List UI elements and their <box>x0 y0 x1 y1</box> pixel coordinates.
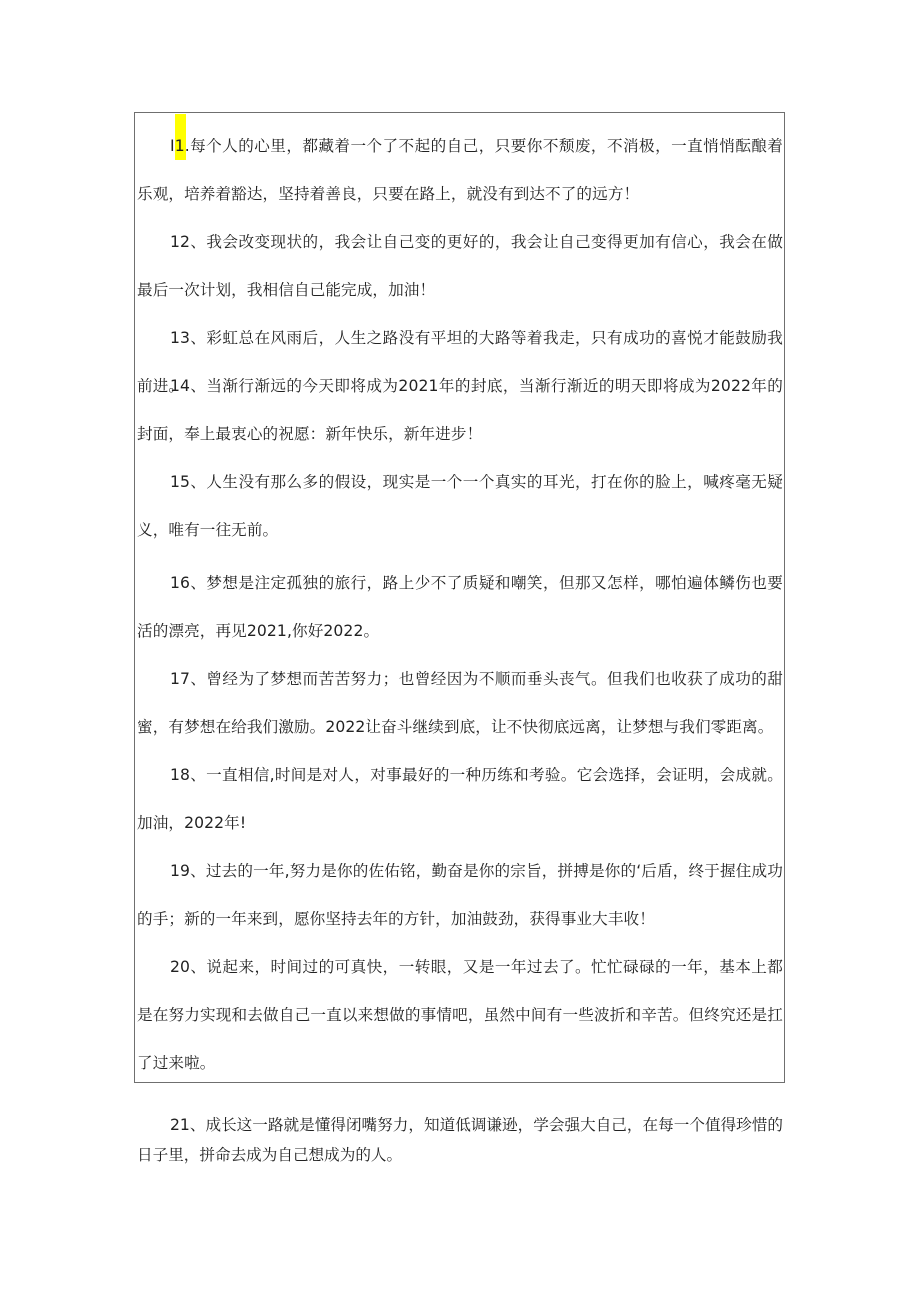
paragraph-14: 14、当渐行渐远的今天即将成为2021年的封底，当渐行渐近的明天即将成为2022年的封面，奉上最衷心的祝愿：新年快乐，新年进步！ <box>137 377 783 443</box>
paragraph-16: 16、梦想是注定孤独的旅行，路上少不了质疑和嘲笑，但那又怎样，哪怕遍体鳞伤也要活的漂亮，再见2021,你好2022。 <box>137 574 783 640</box>
paragraph-11: I1.每个人的心里，都藏着一个了不起的自己，只要你不颓废，不消极，一直悄悄酝酿着乐观，培养着豁达，坚持着善良，只要在路上，就没有到达不了的远方！ <box>137 137 783 203</box>
paragraph-17: 17、曾经为了梦想而苦苦努力；也曾经因为不顺而垂头丧气。但我们也收获了成功的甜蜜，有梦想在给我们激励。2022让奋斗继续到底，让不快彻底远离，让梦想与我们零距离。 <box>137 670 783 736</box>
paragraph-21: 21、成长这一路就是懂得闭嘴努力，知道低调谦逊，学会强大自己，在每一个值得珍惜的日子里，拼命去成为自己想成为的人。 <box>137 1116 783 1164</box>
paragraph-18: 18、一直相信,时间是对人，对事最好的一种历练和考验。它会选择，会证明，会成就。加油，2022年! <box>137 766 783 832</box>
paragraph-12: 12、我会改变现状的，我会让自己变的更好的，我会让自己变得更加有信心，我会在做最后一次计划，我相信自己能完成，加油！ <box>137 233 783 299</box>
paragraph-20: 20、说起来，时间过的可真快，一转眼，又是一年过去了。忙忙碌碌的一年，基本上都是在努力实现和去做自己一直以来想做的事情吧，虽然中间有一些波折和辛苦。但终究还是扛了过来啦。 <box>137 958 783 1072</box>
paragraph-15: 15、人生没有那么多的假设，现实是一个一个真实的耳光，打在你的脸上，喊疼毫无疑义，唯有一往无前。 <box>137 473 783 539</box>
paragraph-19: 19、过去的一年,努力是你的佐佑铭，勤奋是你的宗旨，拼搏是你的‘后盾，终于握住成功的手；新的一年来到，愿你坚持去年的方针，加油鼓劲，获得事业大丰收！ <box>137 862 783 928</box>
paragraph-13: 13、彩虹总在风雨后，人生之路没有平坦的大路等着我走，只有成功的喜悦才能鼓励我前进。 <box>137 329 783 395</box>
